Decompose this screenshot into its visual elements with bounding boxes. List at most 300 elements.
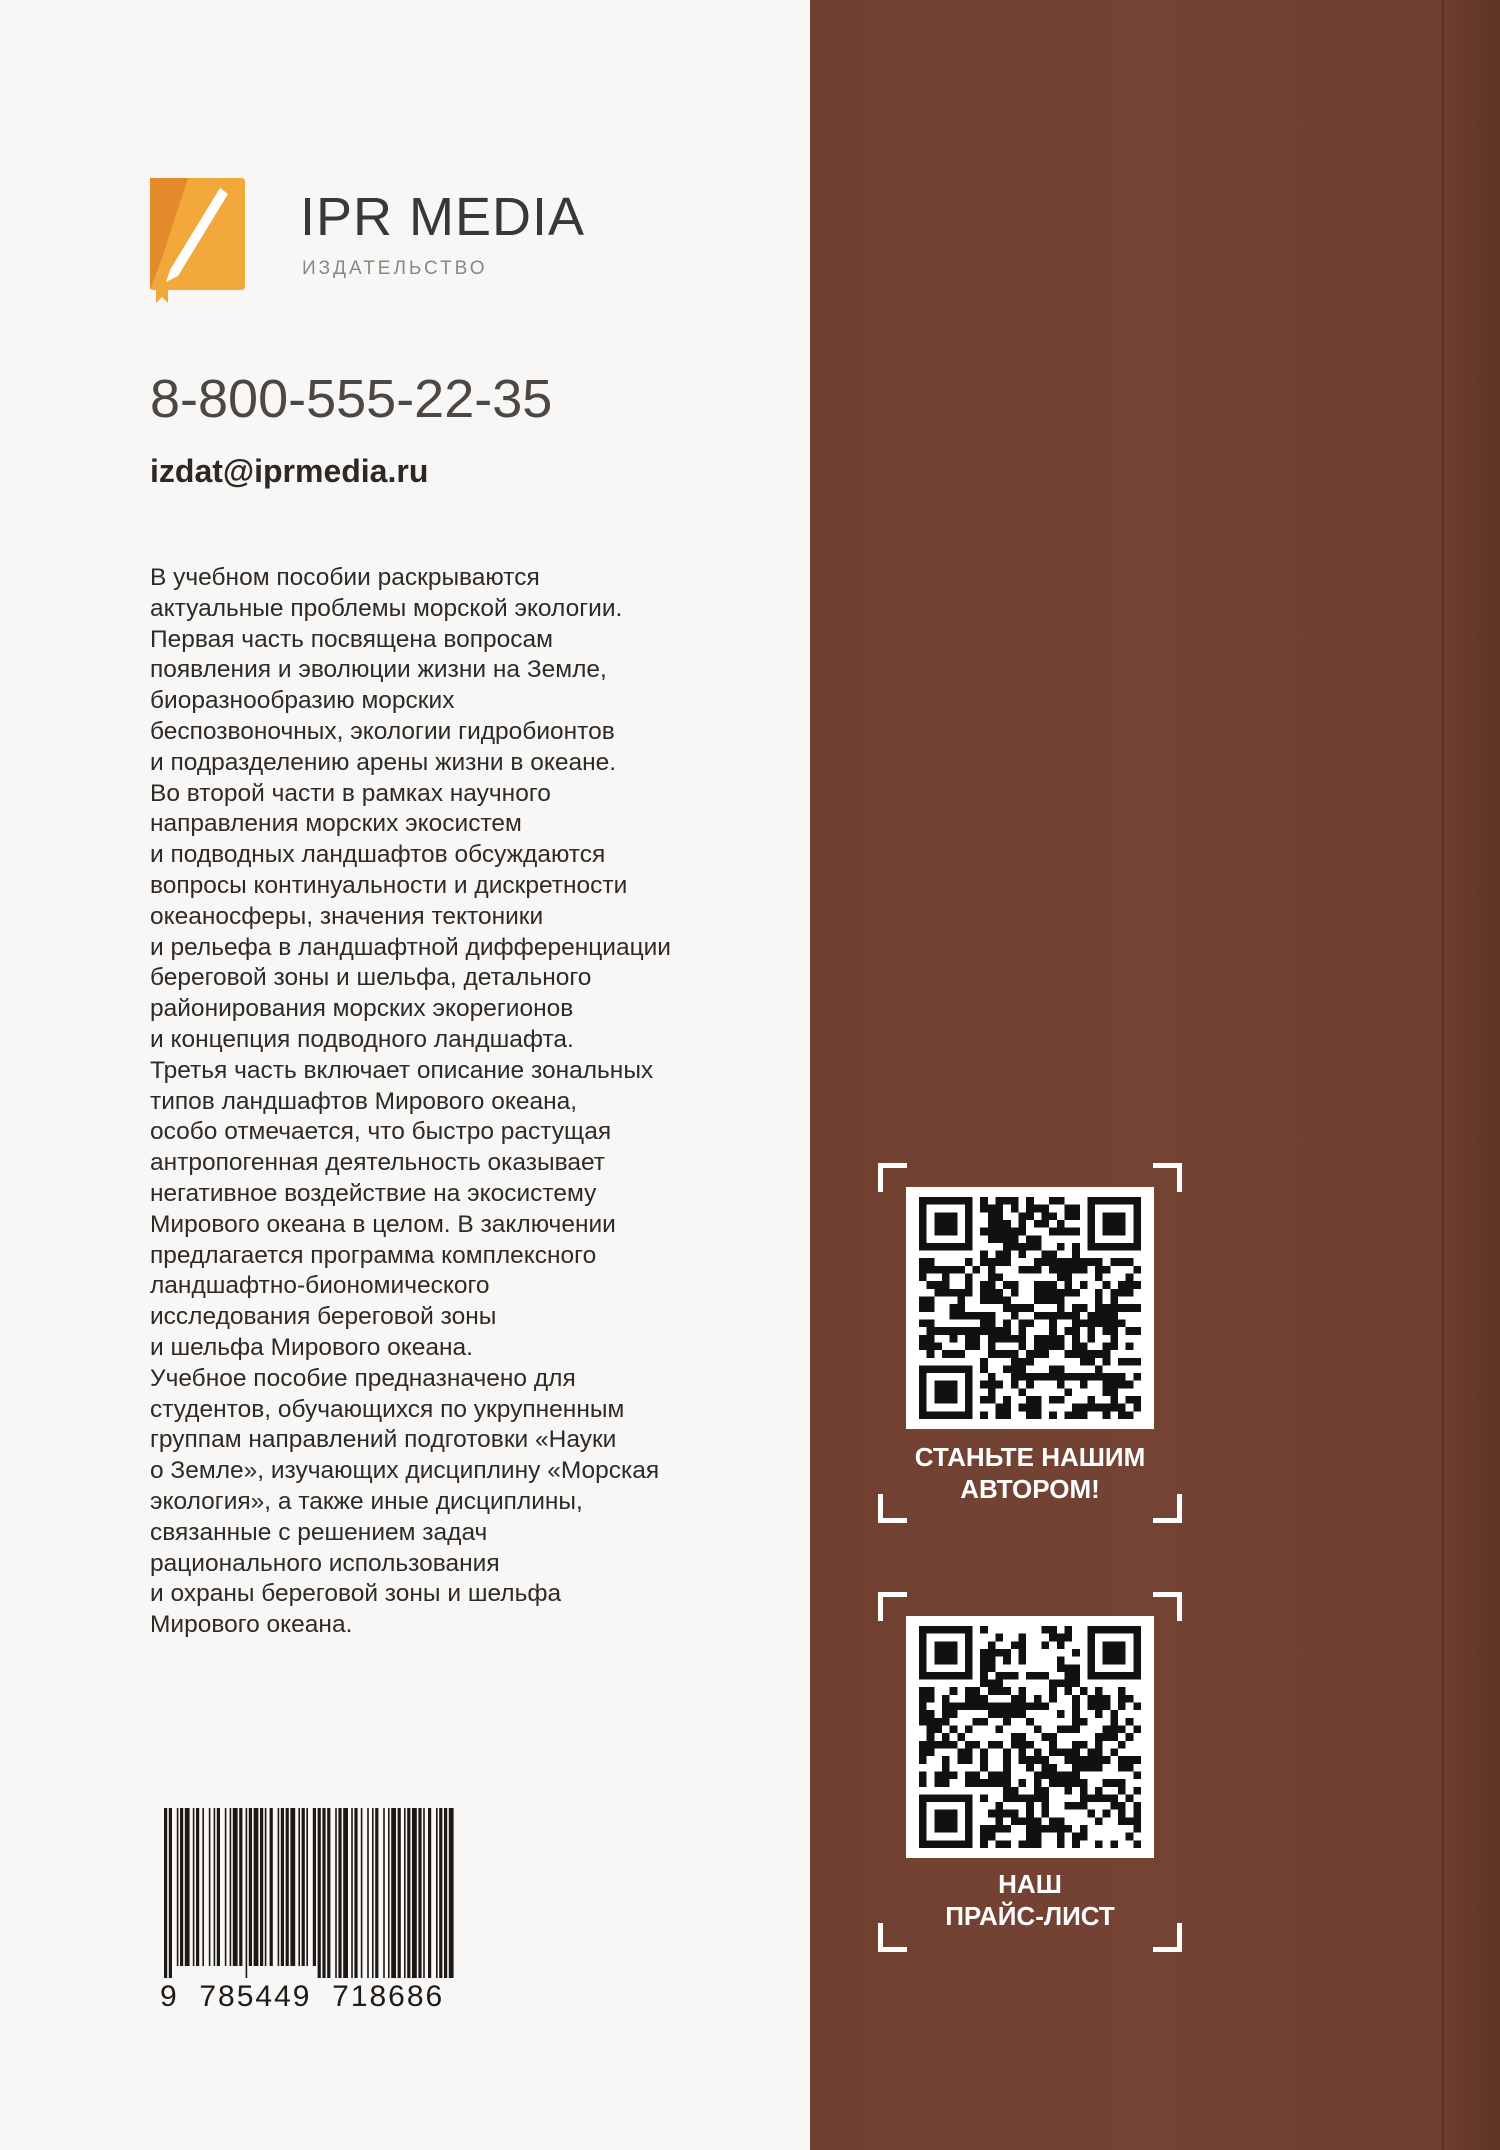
qr-module [950,1304,958,1312]
qr-code-author[interactable] [906,1187,1154,1429]
qr-module [1057,1680,1065,1688]
qr-module [973,1703,981,1711]
qr-module [1095,1350,1103,1358]
frame-corner [1153,1163,1182,1192]
qr-module [988,1274,996,1282]
qr-module [988,1649,996,1657]
qr-module [950,1741,958,1749]
qr-module [1126,1833,1134,1841]
qr-module [988,1381,996,1389]
qr-module [1087,1794,1095,1802]
qr-module [1057,1304,1065,1312]
qr-module [1049,1373,1057,1381]
qr-module [1026,1404,1034,1412]
qr-module [1019,1266,1027,1274]
qr-module [1095,1817,1103,1825]
annotation-line: появления и эволюции жизни на Земле, [150,656,607,684]
qr-module [980,1319,988,1327]
qr-module [1034,1840,1042,1848]
qr-module [1072,1741,1080,1749]
barcode-bar [322,1808,325,1978]
qr-module [1072,1335,1080,1343]
qr-module [1072,1718,1080,1726]
qr-module [1049,1197,1057,1205]
qr-module [1019,1641,1027,1649]
publisher-name: IPR MEDIA [300,187,586,247]
qr-module [1118,1258,1126,1266]
qr-module [1072,1695,1080,1703]
qr-module [957,1312,965,1320]
qr-module [1034,1833,1042,1841]
qr-module [950,1771,958,1779]
qr-module [1064,1212,1072,1220]
qr-module [1011,1312,1019,1320]
qr-module [1034,1258,1042,1266]
qr-module [1064,1672,1072,1680]
qr-module [957,1703,965,1711]
qr-module [1087,1258,1095,1266]
qr-module [1049,1335,1057,1343]
qr-module [1133,1404,1141,1412]
qr-module [1110,1779,1118,1787]
qr-module [1026,1205,1034,1213]
qr-module [1049,1212,1057,1220]
qr-module [1126,1817,1134,1825]
qr-module [1003,1304,1011,1312]
qr-module [934,1266,942,1274]
qr-module [996,1779,1004,1787]
barcode-bar [164,1808,167,1978]
qr-module [1011,1335,1019,1343]
qr-module [1133,1396,1141,1404]
qr-module [1133,1756,1141,1764]
qr-module [1019,1335,1027,1343]
qr-module [980,1228,988,1236]
qr-module [919,1703,927,1711]
qr-module [996,1680,1004,1688]
qr-module [1087,1695,1095,1703]
qr-module [1110,1289,1118,1297]
qr-module [1110,1297,1118,1305]
qr-module [1034,1695,1042,1703]
qr-module [980,1297,988,1305]
qr-module [927,1281,935,1289]
barcode-bar [439,1808,442,1978]
annotation-line: Третья часть включает описание зональных [150,1056,654,1084]
qr-module [1034,1794,1042,1802]
qr-module [1126,1304,1134,1312]
qr-module [980,1251,988,1259]
qr-module [1095,1733,1103,1741]
isbn-barcode [160,1808,460,1978]
qr-module [1118,1726,1126,1734]
qr-module [1057,1771,1065,1779]
qr-module [1041,1342,1049,1350]
qr-module [1057,1634,1065,1642]
qr-module [1003,1258,1011,1266]
qr-module [1034,1756,1042,1764]
book-annotation [150,563,790,1641]
qr-module [950,1266,958,1274]
qr-module [950,1312,958,1320]
qr-module [1072,1266,1080,1274]
qr-module [1034,1817,1042,1825]
qr-module [996,1802,1004,1810]
qr-module [1003,1779,1011,1787]
qr-module [1095,1404,1103,1412]
qr-module [1103,1212,1126,1235]
qr-module [1080,1319,1088,1327]
qr-module [1080,1718,1088,1726]
qr-module [1103,1404,1111,1412]
qr-module [1057,1365,1065,1373]
qr-module [988,1281,996,1289]
qr-module [1011,1641,1019,1649]
qr-module [927,1327,935,1335]
qr-module [1026,1235,1034,1243]
qr-module [1049,1626,1057,1634]
qr-module [1019,1649,1027,1657]
qr-module [1034,1726,1042,1734]
qr-module [1049,1779,1057,1787]
qr-module [1095,1297,1103,1305]
qr-module [1126,1695,1134,1703]
qr-module [1003,1327,1011,1335]
qr-module [1118,1817,1126,1825]
qr-module [1080,1825,1088,1833]
qr-module [957,1733,965,1741]
qr-module [1011,1810,1019,1818]
qr-module [1057,1726,1065,1734]
qr-module [1103,1810,1111,1818]
qr-module [950,1703,958,1711]
barcode-bar [249,1808,252,1966]
qr-module [1103,1304,1111,1312]
qr-module [1072,1289,1080,1297]
qr-module [1072,1404,1080,1412]
qr-module [1110,1258,1118,1266]
qr-module [950,1335,958,1343]
qr-module [934,1212,957,1235]
qr-module [1026,1756,1034,1764]
qr-module [1026,1672,1034,1680]
qr-module [965,1703,973,1711]
qr-module [950,1327,958,1335]
qr-module [996,1235,1004,1243]
qr-module [996,1350,1004,1358]
qr-module [1080,1802,1088,1810]
qr-module [1003,1281,1011,1289]
qr-module [1041,1641,1049,1649]
qr-module [1019,1404,1027,1412]
qr-module [980,1327,988,1335]
qr-module [1103,1641,1126,1664]
qr-module [1118,1741,1126,1749]
qr-module [1057,1825,1065,1833]
qr-module [1019,1710,1027,1718]
qr-module [927,1718,935,1726]
qr-module [919,1274,927,1282]
barcode-bar [290,1808,295,1966]
qr-module [942,1695,950,1703]
qr-module [1126,1733,1134,1741]
qr-module [1126,1794,1134,1802]
qr-module [919,1695,927,1703]
qr-module [1133,1703,1141,1711]
qr-module [988,1373,996,1381]
qr-module [973,1687,981,1695]
qr-module [1110,1327,1118,1335]
qr-module [996,1411,1004,1419]
qr-module [1034,1411,1042,1419]
qr-module [1095,1266,1103,1274]
qr-module [988,1680,996,1688]
qr-module [973,1327,981,1335]
qr-module [980,1764,988,1772]
qr-module [1057,1266,1065,1274]
qr-module [1034,1220,1042,1228]
barcode-bar [361,1808,363,1978]
publisher-phone: 8-800-555-22-35 [150,369,553,429]
qr-module [1110,1748,1118,1756]
qr-module [919,1756,927,1764]
qr-module [1064,1748,1072,1756]
qr-module [1118,1404,1126,1412]
qr-module [934,1779,942,1787]
qr-module [934,1342,942,1350]
barcode-bar [254,1808,259,1966]
qr-module [1064,1802,1072,1810]
qr-module [1118,1810,1126,1818]
qr-module [988,1327,996,1335]
barcode-bar [260,1808,263,1966]
qr-module [1133,1771,1141,1779]
barcode-bar [444,1808,447,1978]
annotation-line: Мирового океана в целом. В заключении [150,1210,616,1238]
qr-module [1064,1281,1072,1289]
qr-module [1110,1726,1118,1734]
barcode-bar [391,1808,396,1978]
qr-module [957,1756,965,1764]
qr-module [1057,1664,1065,1672]
qr-module [942,1718,950,1726]
qr-module [1041,1794,1049,1802]
qr-module [927,1733,935,1741]
qr-module [996,1228,1004,1236]
qr-module [1019,1373,1027,1381]
qr-module [1057,1779,1065,1787]
qr-module [1041,1335,1049,1343]
qr-module [1072,1243,1080,1251]
barcode-bar [412,1808,417,1978]
qr-module [1034,1312,1042,1320]
qr-module [980,1794,988,1802]
qr-module [988,1710,996,1718]
qr-module [1026,1817,1034,1825]
qr-module [1034,1703,1042,1711]
qr-module [1103,1312,1111,1320]
qr-module [1103,1411,1111,1419]
barcode-bar [351,1808,353,1978]
qr-module [988,1388,996,1396]
qr-module [1103,1779,1111,1787]
qr-module [996,1810,1004,1818]
qr-module [988,1212,996,1220]
qr-module [1087,1396,1095,1404]
qr-module [1095,1373,1103,1381]
qr-module [1103,1703,1111,1711]
qr-module [1072,1756,1080,1764]
qr-module [1080,1358,1088,1366]
qr-module [934,1718,942,1726]
qr-module [1011,1741,1019,1749]
qr-module [988,1741,996,1749]
qr-module [957,1327,965,1335]
qr-module [1049,1251,1057,1259]
qr-module [1057,1342,1065,1350]
barcode-bar [217,1808,220,1966]
qr-module [980,1205,988,1213]
qr-code-pricelist[interactable] [906,1616,1154,1858]
barcode-bar [428,1808,431,1978]
barcode-bar [375,1808,378,1978]
qr-module [1087,1756,1095,1764]
qr-module [980,1381,988,1389]
qr-module [973,1741,981,1749]
qr-module [1049,1342,1057,1350]
qr-module [1064,1373,1072,1381]
qr-module [1026,1373,1034,1381]
qr-module [1003,1840,1011,1848]
annotation-line: негативное воздействие на экосистему [150,1179,597,1207]
qr-module [1011,1197,1019,1205]
qr-module [1041,1251,1049,1259]
qr-module [1041,1205,1049,1213]
qr-module [942,1733,950,1741]
qr-module [1011,1205,1019,1213]
qr-module [942,1710,950,1718]
qr-module [1095,1748,1103,1756]
qr-module [1064,1626,1072,1634]
qr-module [996,1327,1004,1335]
barcode-bar [354,1808,357,1978]
qr-module [934,1641,957,1664]
qr-module [942,1281,950,1289]
qr-module [1026,1381,1034,1389]
qr-module [1072,1726,1080,1734]
barcode-bar [367,1808,369,1978]
qr-module [1041,1297,1049,1305]
qr-module [1118,1373,1126,1381]
annotation-line: и концепция подводного ландшафта. [150,1025,574,1053]
qr-module [1064,1388,1072,1396]
qr-module [1011,1794,1019,1802]
annotation-line: и шельфа Мирового океана. [150,1333,473,1361]
qr-module [1095,1274,1103,1282]
qr-module [1103,1342,1111,1350]
qr-module [1049,1319,1057,1327]
annotation-line: биоразнообразию морских [150,687,455,715]
qr-module [1080,1281,1088,1289]
qr-module [1126,1411,1134,1419]
qr-module [1095,1741,1103,1749]
annotation-line: и подразделению арены жизни в океане. [150,748,617,776]
qr-module [1064,1779,1072,1787]
qr-module [1011,1358,1019,1366]
barcode-bar [281,1808,284,1966]
qr-module [988,1312,996,1320]
annotation-line: направления морских экосистем [150,810,522,838]
qr-block-pricelist [878,1592,1182,1952]
barcode-bar [278,1808,280,1966]
qr-module [1057,1657,1065,1665]
qr-module [1072,1373,1080,1381]
qr-module [1064,1327,1072,1335]
qr-module [1087,1764,1095,1772]
annotation-line: океаносферы, значения тектоники [150,902,544,930]
qr-module [1095,1695,1103,1703]
barcode-bar [202,1808,204,1966]
annotation-line: актуальные проблемы морской экологии. [150,594,623,622]
qr-module [1110,1733,1118,1741]
qr-module [1034,1771,1042,1779]
qr-module [1019,1319,1027,1327]
qr-module [1049,1748,1057,1756]
qr-module [1019,1228,1027,1236]
qr-module [1118,1411,1126,1419]
qr-module [1026,1810,1034,1818]
qr-module [988,1258,996,1266]
qr-module [1019,1756,1027,1764]
qr-module [1095,1258,1103,1266]
qr-module [1003,1672,1011,1680]
qr-module [965,1327,973,1335]
qr-module [934,1281,942,1289]
qr-module [1003,1335,1011,1343]
barcode-bar [185,1808,190,1966]
qr-module [1003,1657,1011,1665]
barcode-bar [398,1808,401,1978]
qr-caption-line: ПРАЙС-ЛИСТ [945,1901,1115,1931]
qr-module [1057,1396,1065,1404]
annotation-line: ландшафтно-биономического [150,1272,490,1300]
qr-module [1034,1373,1042,1381]
qr-module [980,1281,988,1289]
qr-module [1118,1695,1126,1703]
barcode-bar [449,1808,454,1978]
qr-module [1064,1634,1072,1642]
qr-module [1019,1212,1027,1220]
qr-module [996,1672,1004,1680]
qr-module [996,1197,1004,1205]
qr-module [1080,1687,1088,1695]
qr-module [1133,1726,1141,1734]
qr-module [973,1335,981,1343]
qr-module [965,1741,973,1749]
qr-module [1041,1289,1049,1297]
qr-module [1019,1342,1027,1350]
qr-module [1019,1695,1027,1703]
qr-module [1034,1281,1042,1289]
qr-module [1087,1335,1095,1343]
qr-module [980,1703,988,1711]
qr-module [1103,1327,1111,1335]
qr-module [1080,1741,1088,1749]
annotation-line: типов ландшафтов Мирового океана, [150,1087,578,1115]
annotation-line: береговой зоны и шельфа, детального [150,964,592,992]
qr-module [1103,1281,1111,1289]
qr-module [1034,1396,1042,1404]
